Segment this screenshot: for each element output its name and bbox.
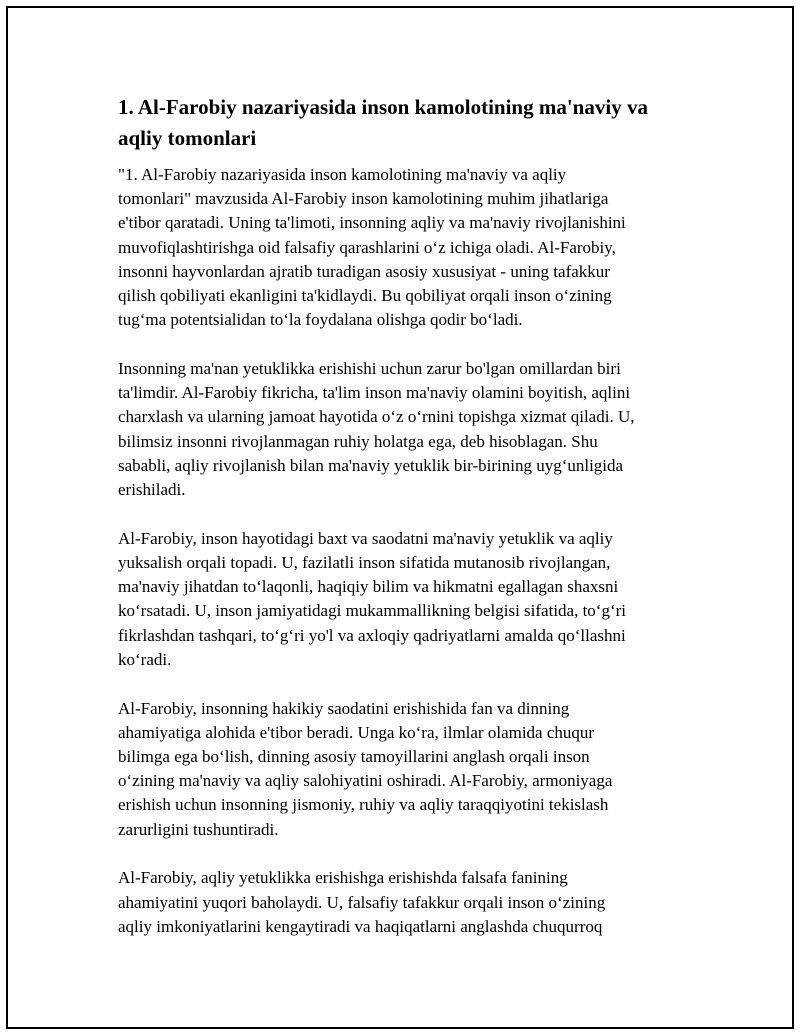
text-line: zarurligini tushuntiradi. <box>118 819 279 839</box>
title-line: aqliy tomonlari <box>118 126 257 150</box>
text-line: ko‘radi. <box>118 649 172 669</box>
paragraph-5 <box>118 866 698 939</box>
document-body <box>118 92 698 964</box>
text-line: ahamiyatini yuqori baholaydi. U, falsafiy tafakkur orqali inson o‘zining <box>118 892 606 912</box>
text-line: insonni hayvonlardan ajratib turadigan asosiy xususiyat - uning tafakkur <box>118 261 610 281</box>
text-line: "1. Al-Farobiy nazariyasida inson kamolotining ma'naviy va aqliy <box>118 165 567 184</box>
text-line: erishiladi. <box>118 480 186 500</box>
text-line: Insonning ma'nan yetuklikka erishishi uchun zarur bo'lgan omillardan biri <box>118 359 621 379</box>
text-line: Al-Farobiy, inson hayotidagi baxt va saodatni ma'naviy yetuklik va aqliy <box>118 528 613 548</box>
text-line: ma'naviy jihatdan to‘laqonli, haqiqiy bilim va hikmatni egallagan shaxsni <box>118 577 619 597</box>
text-line: fikrlashdan tashqari, to‘g‘ri yo'l va axloqiy qadriyatlarni amalda qo‘llashni <box>118 625 626 645</box>
text-line: o‘zining ma'naviy va aqliy salohiyatini oshiradi. Al-Farobiy, armoniyaga <box>118 771 613 791</box>
text-line: Al-Farobiy, aqliy yetuklikka erishishga erishishda falsafa fanining <box>118 868 568 888</box>
text-line: qilish qobiliyati ekanligini ta'kidlaydi. Bu qobiliyat orqali inson o‘zining <box>118 286 612 306</box>
document-title <box>118 92 698 154</box>
text-line: sababli, aqliy rivojlanish bilan ma'naviy yetuklik bir-birining uyg‘unligida <box>118 455 624 475</box>
text-line: bilimga ega bo‘lish, dinning asosiy tamoyillarini anglash orqali inson <box>118 747 590 767</box>
text-line: ko‘rsatadi. U, inson jamiyatidagi mukammallikning belgisi sifatida, to‘g‘ri <box>118 601 627 621</box>
paragraph-3 <box>118 527 698 672</box>
text-line: Al-Farobiy, insonning hakikiy saodatini erishishida fan va dinning <box>118 698 570 718</box>
text-line: yuksalish orqali topadi. U, fazilatli inson sifatida mutanosib rivojlangan, <box>118 553 611 573</box>
text-line: aqliy imkoniyatlarini kengaytiradi va haqiqatlarni anglashda chuqurroq <box>118 916 603 936</box>
paragraph-2 <box>118 357 698 502</box>
paragraph-1 <box>118 163 698 332</box>
text-line: muvofiqlashtirishga oid falsafiy qarashlarini o‘z ichiga oladi. Al-Farobiy, <box>118 237 616 257</box>
text-line: charxlash va ularning jamoat hayotida o‘z o‘rnini topishga xizmat qiladi. U, <box>118 407 635 427</box>
paragraph-4 <box>118 697 698 842</box>
text-line: erishish uchun insonning jismoniy, ruhiy va aqliy taraqqiyotini tekislash <box>118 795 609 815</box>
text-line: bilimsiz insonni rivojlanmagan ruhiy holatga ega, deb hisoblagan. Shu <box>118 431 598 451</box>
text-line: tug‘ma potentsialidan to‘la foydalana olishga qodir bo‘ladi. <box>118 310 523 330</box>
text-line: e'tibor qaratadi. Uning ta'limoti, insonning aqliy va ma'naviy rivojlanishini <box>118 213 626 233</box>
text-line: ta'limdir. Al-Farobiy fikricha, ta'lim inson ma'naviy olamini boyitish, aqlini <box>118 383 631 403</box>
text-line: ahamiyatiga alohida e'tibor beradi. Unga ko‘ra, ilmlar olamida chuqur <box>118 722 595 742</box>
title-line: 1. Al-Farobiy nazariyasida inson kamolotining ma'naviy va <box>118 95 648 119</box>
text-line: tomonlari" mavzusida Al-Farobiy inson kamolotining muhim jihatlariga <box>118 189 609 209</box>
